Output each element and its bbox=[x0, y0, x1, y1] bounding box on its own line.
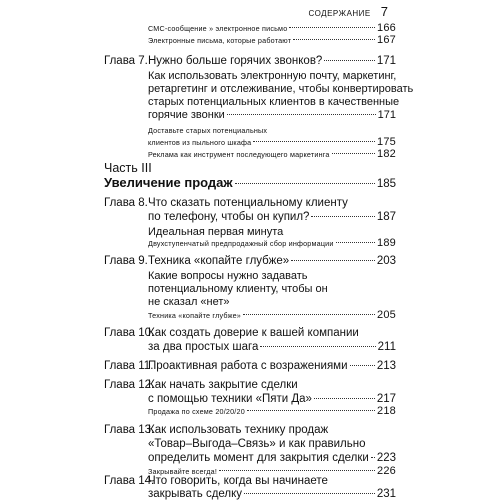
chapter-9-label: Глава 9. bbox=[104, 255, 148, 267]
subsection-line: клиентов из пыльного шкафа bbox=[148, 138, 252, 147]
chapter-page: 213 bbox=[376, 360, 396, 372]
chapter-title-line: за два простых шага bbox=[148, 341, 259, 353]
subsection-line: Как использовать электронную почту, маркетинг, bbox=[148, 70, 397, 82]
toc-subsection-dig-deeper[interactable] bbox=[148, 309, 396, 321]
leader-dots bbox=[243, 314, 375, 315]
subsection-page: 182 bbox=[377, 148, 396, 160]
leader-dots bbox=[289, 27, 375, 28]
leader-dots bbox=[260, 346, 375, 347]
subsection-title: Двухступенчатый предпродажный сбор информации bbox=[148, 239, 334, 248]
chapter-title-line: с помощью техники «Пяти Да» bbox=[148, 393, 312, 405]
part-label: Часть III bbox=[104, 161, 152, 175]
chapter-8-label: Глава 8. bbox=[104, 197, 148, 209]
subsection-page: 226 bbox=[377, 465, 396, 477]
page-number: 7 bbox=[380, 4, 388, 19]
leader-dots bbox=[253, 141, 375, 142]
part-title: Увеличение продаж bbox=[104, 175, 233, 190]
chapter-page: 171 bbox=[376, 55, 396, 67]
chapter-title-line: Как создать доверие к вашей компании bbox=[148, 327, 359, 339]
toc-chapter-14[interactable] bbox=[148, 488, 396, 500]
leader-dots bbox=[293, 39, 375, 40]
leader-dots bbox=[371, 457, 375, 458]
leader-dots bbox=[247, 410, 375, 411]
chapter-page: 217 bbox=[376, 393, 396, 405]
running-header bbox=[309, 4, 388, 22]
chapter-title: Нужно больше горячих звонков? bbox=[148, 55, 323, 67]
leader-dots bbox=[244, 493, 375, 494]
leader-dots bbox=[350, 365, 375, 366]
subsection-title: Продажа по схеме 20/20/20 bbox=[148, 407, 245, 416]
chapter-page: 211 bbox=[377, 341, 396, 353]
chapter-title-line: Как использовать технику продаж bbox=[148, 424, 329, 436]
leader-dots bbox=[235, 183, 375, 184]
toc-chapter-7[interactable] bbox=[148, 55, 396, 67]
chapter-10-label: Глава 10. bbox=[104, 327, 155, 339]
part-page: 185 bbox=[376, 178, 396, 190]
toc-subsection-email-marketing[interactable] bbox=[148, 109, 396, 121]
toc-subsection-two-stage[interactable] bbox=[148, 237, 396, 249]
chapter-title-line: «Товар–Выгода–Связь» и как правильно bbox=[148, 438, 366, 450]
subsection-line: старых потенциальных клиентов в качественные bbox=[148, 96, 400, 108]
leader-dots bbox=[291, 260, 375, 261]
toc-chapter-12[interactable] bbox=[148, 393, 396, 405]
chapter-11-label: Глава 11. bbox=[104, 360, 154, 372]
toc-entry-title: СМС-сообщение » электронное письмо bbox=[148, 24, 288, 33]
chapter-title-line: Что сказать потенциальному клиенту bbox=[148, 197, 348, 209]
toc-chapter-13[interactable] bbox=[148, 452, 396, 464]
subsection-title: Техника «копайте глубже» bbox=[148, 311, 242, 320]
subsection-line: потенциальному клиенту, чтобы он bbox=[148, 283, 328, 295]
subsection-page: 171 bbox=[377, 109, 396, 121]
subsection-page: 205 bbox=[377, 309, 396, 321]
leader-dots bbox=[219, 470, 375, 471]
chapter-page: 231 bbox=[376, 488, 396, 500]
toc-chapter-8[interactable] bbox=[148, 211, 396, 223]
subsection-page: 218 bbox=[377, 405, 396, 417]
subsection-title: Идеальная первая минута bbox=[148, 226, 284, 238]
toc-entry-title: Электронные письма, которые работают bbox=[148, 36, 292, 45]
subsection-line: Какие вопросы нужно задавать bbox=[148, 270, 308, 282]
chapter-13-label: Глава 13. bbox=[104, 424, 155, 436]
chapter-title-line: Как начать закрытие сделки bbox=[148, 379, 298, 391]
chapter-12-label: Глава 12. bbox=[104, 379, 155, 391]
chapter-title-line: закрывать сделку bbox=[148, 488, 243, 500]
chapter-7-label: Глава 7. bbox=[104, 55, 148, 67]
subsection-line: горячие звонки bbox=[148, 109, 225, 121]
toc-entry-page: 166 bbox=[377, 22, 396, 34]
chapter-page: 187 bbox=[376, 211, 396, 223]
toc-subsection-old-clients[interactable] bbox=[148, 136, 396, 148]
toc-part-3[interactable] bbox=[104, 175, 396, 190]
subsection-line: ретаргетинг и отслеживание, чтобы конвертировать bbox=[148, 83, 414, 95]
toc-subsection-202020[interactable] bbox=[148, 405, 396, 417]
leader-dots bbox=[324, 60, 374, 61]
chapter-page: 203 bbox=[376, 255, 396, 267]
leader-dots bbox=[336, 242, 375, 243]
chapter-14-label: Глава 14. bbox=[104, 475, 155, 487]
leader-dots bbox=[332, 153, 375, 154]
leader-dots bbox=[314, 398, 375, 399]
toc-subsection-advertising[interactable] bbox=[148, 148, 396, 160]
running-header-section: СОДЕРЖАНИЕ bbox=[308, 9, 371, 18]
toc-entry-page: 167 bbox=[377, 34, 396, 46]
toc-entry-sms[interactable] bbox=[148, 22, 396, 34]
leader-dots bbox=[311, 216, 374, 217]
chapter-title: Проактивная работа с возражениями bbox=[148, 360, 348, 372]
chapter-title-line: Что говорить, когда вы начинаете bbox=[148, 475, 328, 487]
subsection-title: Реклама как инструмент последующего маркетинга bbox=[148, 150, 330, 159]
chapter-title-line: определить момент для закрытия сделки bbox=[148, 452, 369, 464]
subsection-page: 189 bbox=[377, 237, 396, 249]
subsection-title: Закрывайте всегда! bbox=[148, 467, 218, 476]
toc-entry-emails[interactable] bbox=[148, 34, 396, 46]
subsection-line: не сказал «нет» bbox=[148, 296, 230, 308]
chapter-title: Техника «копайте глубже» bbox=[148, 255, 290, 267]
chapter-title-line: по телефону, чтобы он купил? bbox=[148, 211, 310, 223]
subsection-line: Доставьте старых потенциальных bbox=[148, 126, 268, 135]
subsection-page: 175 bbox=[377, 136, 396, 148]
toc-chapter-11[interactable] bbox=[148, 360, 396, 372]
toc-chapter-9[interactable] bbox=[148, 255, 396, 267]
leader-dots bbox=[227, 114, 376, 115]
chapter-page: 223 bbox=[376, 452, 396, 464]
toc-chapter-10[interactable] bbox=[148, 341, 396, 353]
